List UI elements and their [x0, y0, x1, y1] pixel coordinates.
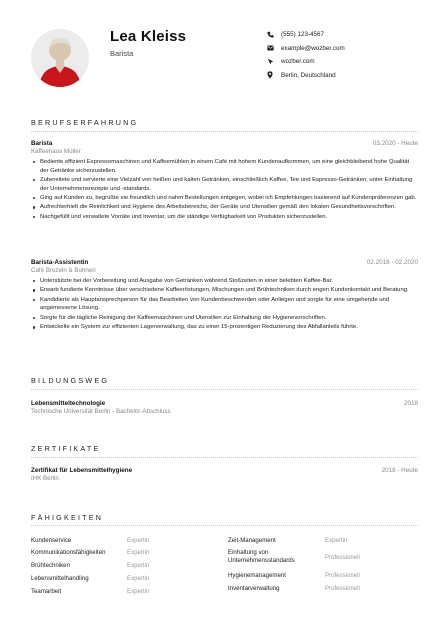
- job-bullet: Erwarb fundierte Kenntnisse über verschiedene Kaffeeröstungen, Mischungen und Brühtechniken durch engen Kundenkontakt und Beratung.: [31, 286, 418, 295]
- skill-name: Hygienemanagement: [228, 572, 286, 579]
- section-divider: [31, 457, 418, 458]
- job-title: Barista: [31, 140, 53, 147]
- skill-level: Expertin: [325, 537, 348, 544]
- skill-name: Teamarbeit: [31, 588, 62, 595]
- section-title-skills: FÄHIGKEITEN: [31, 513, 104, 522]
- certificate-entry: [31, 467, 418, 482]
- skill-name: Kommunikationsfähigkeiten: [31, 549, 106, 556]
- profile-photo-image: [31, 29, 89, 87]
- job-entry-1: [31, 140, 418, 222]
- skill-name: Kundenservice: [31, 537, 72, 544]
- skill-level: Expertin: [127, 537, 150, 544]
- job-entry-2: [31, 259, 418, 333]
- job-bullet: Bediente effizient Espressomaschinen und Kaffeemühlen in einem Café mit hohem Kundenaufkommen, um eine gleichbleibend hohe Qualität der Getränke sicherzustellen.: [31, 158, 418, 175]
- contact-phone: [267, 28, 437, 42]
- job-bullets: [31, 277, 418, 332]
- contact-website-text: wozber.com: [281, 58, 315, 66]
- contact-location: [267, 69, 437, 83]
- skill-level: Expertin: [127, 562, 150, 569]
- skill-name: Lebensmittelhandling: [31, 575, 89, 582]
- job-bullet: Kandidierte als Hauptansprechperson für das Bearbeiten von Kundenbeschwerden oder Anliegen und sorgte für eine umgehende und angemessene Lösung.: [31, 296, 418, 313]
- certificate-issuer: IHK Berlin: [31, 475, 59, 482]
- section-title-certificates: ZERTIFIKATE: [31, 444, 101, 453]
- job-bullet: Zubereitete und servierte eine Vielzahl von heißen und kalten Getränken, einschließlich Kaffee, Tee und Espresso-Getränken, unter Einhaltung der Unternehmensrezepte und -standards.: [31, 176, 418, 193]
- skill-name: Inventarverwaltung: [228, 585, 280, 592]
- candidate-role: Barista: [110, 49, 134, 58]
- certificate-title: Zertifikat für Lebensmittelhygiene: [31, 467, 133, 474]
- contact-block: [267, 28, 437, 82]
- contact-location-text: Berlin, Deutschland: [281, 71, 336, 79]
- job-bullet: Entwickelte ein System zur effizienten Lagerverwaltung, das zu einer 15-prozentigen Reduzierung des Abfallanteils führte.: [31, 323, 418, 332]
- job-bullets: [31, 158, 418, 221]
- contact-email[interactable]: [267, 42, 437, 56]
- skill-level: Professionell: [325, 572, 360, 579]
- skill-level: Professionell: [325, 585, 360, 592]
- certificate-date: 2018 - Heute: [381, 467, 418, 474]
- job-date: 02.2018 - 02.2020: [366, 259, 418, 266]
- job-company: Kaffeehaus Müller: [31, 148, 81, 155]
- section-title-education: BILDUNGSWEG: [31, 376, 110, 385]
- job-company: Café Brezeln & Bohnen: [31, 267, 96, 274]
- skill-level: Professionell: [325, 554, 360, 561]
- phone-icon: [267, 31, 277, 38]
- email-icon: [267, 45, 277, 51]
- contact-email-text: example@wozber.com: [281, 44, 345, 52]
- location-icon: [267, 71, 277, 79]
- section-title-experience: BERUFSERFAHRUNG: [31, 118, 139, 127]
- job-bullet: Aufrechterhielt die Reinlichkeit und Hygiene des Arbeitsbereichs, der Geräte und Utensilien gemäß den lokalen Gesundheitsvorschriften.: [31, 203, 418, 212]
- job-bullet: Unterstützte bei der Vorbereitung und Ausgabe von Getränken während Stoßzeiten in einer belebten Kaffee-Bar.: [31, 277, 418, 286]
- education-date: 2018: [403, 400, 418, 407]
- contact-phone-text: (555) 123-4567: [281, 31, 325, 39]
- education-institution: Technische Universität Berlin - Bachelor-Abschluss: [31, 408, 171, 415]
- education-title: Lebensmitteltechnologie: [31, 400, 106, 407]
- profile-photo: [31, 29, 89, 87]
- skill-name: Zeit-Management: [228, 537, 276, 544]
- skill-level: Expertin: [127, 549, 150, 556]
- contact-website[interactable]: [267, 55, 437, 69]
- job-date: 03.2020 - Heute: [372, 140, 418, 147]
- section-divider: [31, 525, 418, 526]
- skill-level: Expertin: [127, 588, 150, 595]
- section-divider: [31, 389, 418, 390]
- job-bullet: Sorgte für die tägliche Reinigung der Kaffeemaschinen und Utensilien zur Einhaltung der Hygienevorschriften.: [31, 314, 418, 323]
- link-icon: [267, 58, 277, 65]
- skill-name: Brühtechniken: [31, 562, 70, 569]
- education-entry: [31, 400, 418, 415]
- job-title: Barista-Assistentin: [31, 259, 89, 266]
- skill-level: Expertin: [127, 575, 150, 582]
- section-divider: [31, 131, 418, 132]
- skill-name: Einhaltung von Unternehmensstandards: [228, 549, 295, 564]
- job-bullet: Ging auf Kunden zu, begrüßte sie freundlich und nahm Bestellungen entgegen, wobei ich Empfehlungen basierend auf Kundenpräferenzen gab.: [31, 194, 418, 203]
- job-bullet: Nachgefüllt und verwaltete Vorräte und Inventar, um die ständige Verfügbarkeit von Produkten sicherzustellen.: [31, 213, 418, 222]
- candidate-name: Lea Kleiss: [110, 28, 187, 45]
